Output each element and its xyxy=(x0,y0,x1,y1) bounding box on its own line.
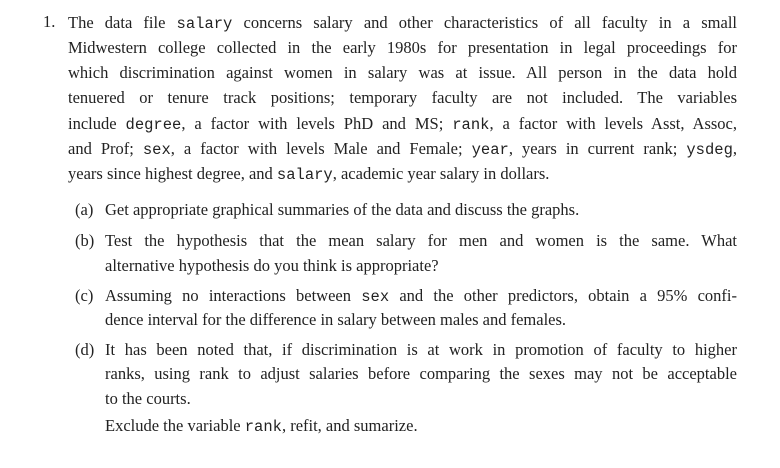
text-segment: years since highest degree, and xyxy=(68,164,277,183)
text-line xyxy=(68,113,737,135)
text-line xyxy=(105,309,737,331)
text-line xyxy=(105,255,737,277)
text-segment: Test the hypothesis that the mean salary for men and women is the same. What xyxy=(105,231,737,250)
text-line xyxy=(105,285,737,307)
text-segment: , refit, and sumarize. xyxy=(281,416,418,435)
text-line xyxy=(105,339,737,361)
part-label: (b) xyxy=(75,231,95,250)
text-segment: , academic year salary in dollars. xyxy=(332,164,550,183)
part-label: (c) xyxy=(75,286,94,305)
code-term: salary xyxy=(276,166,333,184)
text-segment: tenuered or tenure track positions; temporary faculty are not included. The variables xyxy=(68,88,737,107)
text-segment: concerns salary and other characteristics of all faculty in a small xyxy=(232,13,737,32)
text-segment: and Prof; xyxy=(68,139,143,158)
code-term: sex xyxy=(142,141,171,159)
text-segment: which discrimination against women in salary was at issue. All person in the data hold xyxy=(68,63,737,82)
text-segment: ranks, using rank to adjust salaries before comparing the sexes may not be acceptable xyxy=(105,364,737,383)
text-segment: alternative hypothesis do you think is appropriate? xyxy=(105,256,439,275)
code-term: year xyxy=(471,141,509,159)
text-segment: , xyxy=(732,139,737,158)
text-segment: Assuming no interactions between xyxy=(105,286,362,305)
text-segment: Exclude the variable xyxy=(105,416,245,435)
text-line xyxy=(68,62,737,84)
code-term: rank xyxy=(244,418,282,436)
text-segment: Midwestern college collected in the early 1980s for presentation in legal proceedings for xyxy=(68,38,737,57)
text-segment: dence interval for the difference in salary between males and females. xyxy=(105,310,567,329)
text-line xyxy=(105,199,737,221)
text-line xyxy=(105,363,737,385)
text-segment: , a factor with levels PhD and MS; xyxy=(181,114,453,133)
text-segment: and the other predictors, obtain a 95% confi- xyxy=(389,286,737,305)
text-segment: , years in current rank; xyxy=(508,139,687,158)
code-term: rank xyxy=(452,116,490,134)
part-label: (d) xyxy=(75,340,95,359)
text-line xyxy=(68,37,737,59)
text-line xyxy=(68,87,737,109)
problem-number: 1. xyxy=(43,12,56,31)
text-segment: to the courts. xyxy=(105,389,191,408)
code-term: salary xyxy=(176,15,233,33)
text-segment: , a factor with levels Male and Female; xyxy=(170,139,472,158)
text-segment: include xyxy=(68,114,126,133)
text-line xyxy=(68,163,737,185)
text-line xyxy=(105,230,737,252)
code-term: degree xyxy=(125,116,182,134)
text-segment: , a factor with levels Asst, Assoc, xyxy=(489,114,737,133)
text-line xyxy=(105,415,737,437)
text-segment: The data file xyxy=(68,13,177,32)
text-segment: Get appropriate graphical summaries of the data and discuss the graphs. xyxy=(105,200,580,219)
text-segment: It has been noted that, if discrimination is at work in promotion of faculty to higher xyxy=(105,340,737,359)
text-line xyxy=(68,12,737,34)
text-line xyxy=(105,388,737,410)
code-term: sex xyxy=(361,288,390,306)
text-line xyxy=(68,138,737,160)
part-label: (a) xyxy=(75,200,94,219)
code-term: ysdeg xyxy=(686,141,733,159)
